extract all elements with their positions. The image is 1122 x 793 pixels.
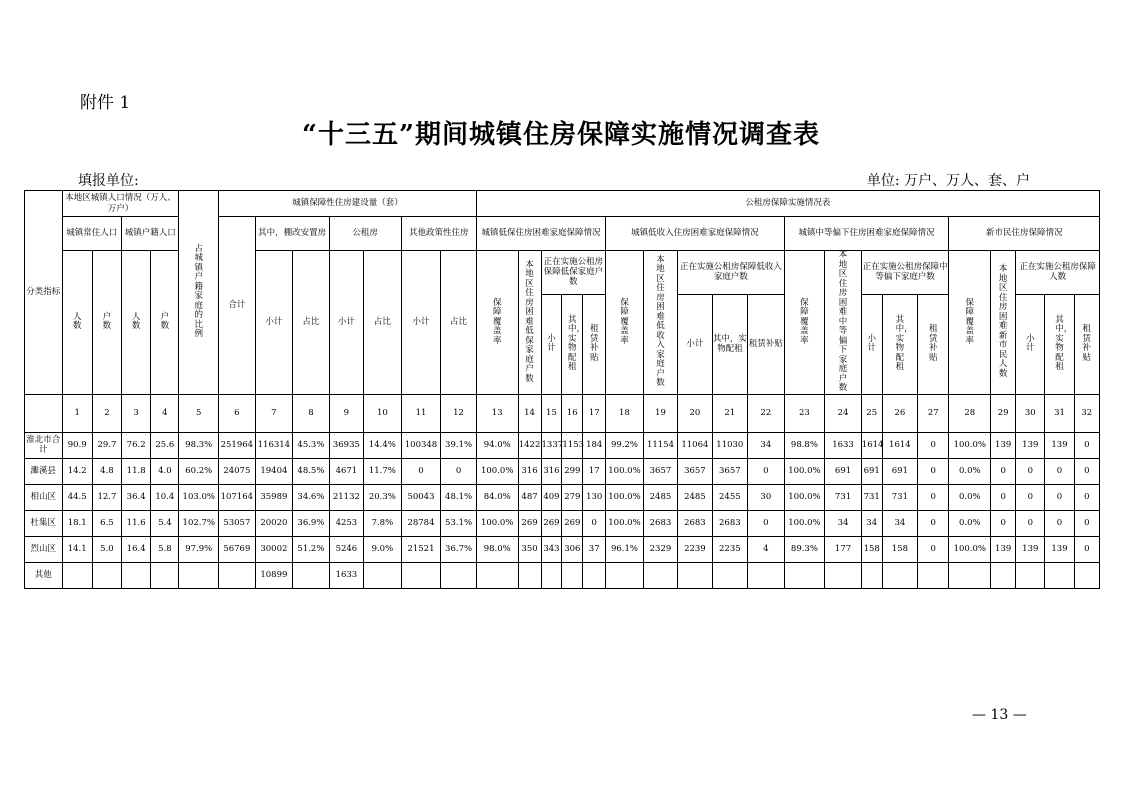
table-cell: 34 <box>861 510 882 536</box>
table-cell: 14.1 <box>62 536 92 562</box>
table-cell: 24075 <box>219 458 256 484</box>
low-income-in-kind-header: 其中，实物配租 <box>562 294 583 394</box>
table-cell: 100.0% <box>606 484 644 510</box>
low-income-subtotal-header: 小计 <box>541 294 562 394</box>
table-cell: 0 <box>918 510 949 536</box>
column-number: 6 <box>219 394 256 432</box>
table-cell: 0 <box>991 484 1016 510</box>
table-cell: 269 <box>562 510 583 536</box>
table-cell: 0.0% <box>949 510 991 536</box>
table-cell <box>518 562 541 588</box>
other-policy-subtotal-header: 小计 <box>401 251 441 395</box>
new-citizen-people-header: 本地区住房困难新市民人数 <box>991 251 1016 395</box>
table-row <box>25 458 1100 484</box>
table-cell: 279 <box>562 484 583 510</box>
table-cell: 29.7 <box>92 432 121 458</box>
table-cell: 11.7% <box>364 458 402 484</box>
table-cell: 0.0% <box>949 458 991 484</box>
table-cell: 409 <box>541 484 562 510</box>
column-number: 7 <box>255 394 293 432</box>
table-cell: 731 <box>882 484 917 510</box>
column-number: 15 <box>541 394 562 432</box>
table-cell: 6.5 <box>92 510 121 536</box>
table-cell: 10.4 <box>151 484 179 510</box>
table-cell: 0 <box>1074 484 1099 510</box>
resident-households-header: 户数 <box>92 251 121 395</box>
table-cell: 0 <box>1016 484 1045 510</box>
column-number: 2 <box>92 394 121 432</box>
survey-table <box>24 190 1100 589</box>
public-rental-share-header: 占比 <box>364 251 402 395</box>
table-cell: 184 <box>583 432 606 458</box>
construction-total-header: 合计 <box>219 217 256 395</box>
registered-people-header: 人数 <box>122 251 151 395</box>
column-number: 18 <box>606 394 644 432</box>
table-row <box>25 484 1100 510</box>
table-cell: 139 <box>991 432 1016 458</box>
table-cell <box>882 562 917 588</box>
column-number: 29 <box>991 394 1016 432</box>
table-cell: 20020 <box>255 510 293 536</box>
table-cell: 100.0% <box>476 458 518 484</box>
table-cell: 1422 <box>518 432 541 458</box>
table-cell <box>92 562 121 588</box>
table-cell: 34 <box>882 510 917 536</box>
table-cell: 4671 <box>329 458 363 484</box>
table-cell <box>784 562 825 588</box>
table-cell: 11064 <box>678 432 712 458</box>
table-cell: 139 <box>991 536 1016 562</box>
table-cell: 9.0% <box>364 536 402 562</box>
table-cell: 36.9% <box>293 510 330 536</box>
table-cell: 37 <box>583 536 606 562</box>
table-cell: 60.2% <box>179 458 219 484</box>
table-cell: 0 <box>1045 510 1074 536</box>
column-number: 22 <box>748 394 785 432</box>
table-cell: 4.0 <box>151 458 179 484</box>
ratio-header: 占城镇户籍家庭的比例 <box>179 191 219 395</box>
column-number: 14 <box>518 394 541 432</box>
table-cell: 89.3% <box>784 536 825 562</box>
table-cell <box>122 562 151 588</box>
table-cell: 34 <box>825 510 862 536</box>
table-cell <box>1074 562 1099 588</box>
column-number: 25 <box>861 394 882 432</box>
table-cell <box>151 562 179 588</box>
new-citizen-in-kind-header: 其中，实物配租 <box>1045 294 1074 394</box>
table-cell: 116314 <box>255 432 293 458</box>
column-number-row <box>25 394 1100 432</box>
table-cell: 11030 <box>712 432 747 458</box>
table-row <box>25 536 1100 562</box>
annex-label: 附件 1 <box>80 93 131 113</box>
table-cell: 4.8 <box>92 458 121 484</box>
table-cell: 11154 <box>643 432 677 458</box>
lower-income-coverage-header: 保障覆盖率 <box>606 251 644 395</box>
table-cell: 0 <box>918 432 949 458</box>
table-cell <box>401 562 441 588</box>
population-group-header: 本地区城镇人口情况（万人、万户） <box>62 191 179 217</box>
filler-unit-label: 填报单位: <box>78 173 139 189</box>
table-cell: 1153 <box>562 432 583 458</box>
table-cell: 2683 <box>712 510 747 536</box>
data-rows <box>25 432 1100 588</box>
column-number: 30 <box>1016 394 1045 432</box>
table-cell: 0 <box>918 458 949 484</box>
table-cell: 34.6% <box>293 484 330 510</box>
low-income-group-header: 城镇低保住房困难家庭保障情况 <box>476 217 605 251</box>
table-cell: 1614 <box>882 432 917 458</box>
column-number: 27 <box>918 394 949 432</box>
table-cell: 100.0% <box>949 536 991 562</box>
table-cell: 48.5% <box>293 458 330 484</box>
table-cell: 0 <box>1074 432 1099 458</box>
column-number: 1 <box>62 394 92 432</box>
table-cell <box>861 562 882 588</box>
column-number: 13 <box>476 394 518 432</box>
table-cell: 0 <box>748 510 785 536</box>
table-cell <box>476 562 518 588</box>
table-cell: 5.4 <box>151 510 179 536</box>
table-cell: 36.4 <box>122 484 151 510</box>
table-cell: 36935 <box>329 432 363 458</box>
lower-income-group-header: 城镇低收入住房困难家庭保障情况 <box>606 217 784 251</box>
table-cell: 0 <box>1045 458 1074 484</box>
table-cell: 96.1% <box>606 536 644 562</box>
table-cell: 2455 <box>712 484 747 510</box>
table-cell <box>541 562 562 588</box>
table-cell: 316 <box>518 458 541 484</box>
table-cell: 48.1% <box>441 484 477 510</box>
table-cell: 0 <box>401 458 441 484</box>
row-label: 烈山区 <box>25 536 63 562</box>
table-cell: 2239 <box>678 536 712 562</box>
mid-low-subtotal-header: 小计 <box>861 294 882 394</box>
table-cell: 0 <box>918 484 949 510</box>
low-income-implemented-header: 正在实施公租房保障低保家庭户数 <box>541 251 606 295</box>
table-cell <box>825 562 862 588</box>
new-citizen-group-header: 新市民住房保障情况 <box>949 217 1100 251</box>
table-cell <box>606 562 644 588</box>
table-cell: 3657 <box>678 458 712 484</box>
table-cell <box>1045 562 1074 588</box>
table-cell: 12.7 <box>92 484 121 510</box>
table-cell <box>1016 562 1045 588</box>
table-cell: 3657 <box>643 458 677 484</box>
table-cell: 2683 <box>643 510 677 536</box>
table-cell: 2683 <box>678 510 712 536</box>
table-cell: 30002 <box>255 536 293 562</box>
table-cell: 251964 <box>219 432 256 458</box>
table-cell: 0 <box>1074 458 1099 484</box>
table-cell: 14.4% <box>364 432 402 458</box>
mid-low-implemented-header: 正在实施公租房保障中等偏下家庭户数 <box>861 251 949 295</box>
table-cell: 19404 <box>255 458 293 484</box>
column-number: 32 <box>1074 394 1099 432</box>
resident-people-header: 人数 <box>62 251 92 395</box>
table-cell: 299 <box>562 458 583 484</box>
table-cell: 177 <box>825 536 862 562</box>
column-number: 20 <box>678 394 712 432</box>
table-cell: 158 <box>861 536 882 562</box>
table-cell: 0 <box>1016 458 1045 484</box>
table-cell: 487 <box>518 484 541 510</box>
construction-group-header: 城镇保障性住房建设量（套） <box>219 191 477 217</box>
implementation-group-header: 公租房保障实施情况表 <box>476 191 1099 217</box>
table-cell: 16.4 <box>122 536 151 562</box>
table-cell: 0 <box>1074 510 1099 536</box>
table-cell: 0 <box>991 458 1016 484</box>
column-number: 16 <box>562 394 583 432</box>
table-cell: 1614 <box>861 432 882 458</box>
table-cell: 316 <box>541 458 562 484</box>
column-number: 8 <box>293 394 330 432</box>
public-rental-header: 公租房 <box>329 217 401 251</box>
column-number: 12 <box>441 394 477 432</box>
table-row <box>25 432 1100 458</box>
column-number: 19 <box>643 394 677 432</box>
table-cell: 4 <box>748 536 785 562</box>
column-number-corner <box>25 394 63 432</box>
table-cell: 7.8% <box>364 510 402 536</box>
column-number: 10 <box>364 394 402 432</box>
table-cell: 0 <box>1016 510 1045 536</box>
table-cell: 731 <box>825 484 862 510</box>
table-cell: 17 <box>583 458 606 484</box>
table-cell: 139 <box>1016 432 1045 458</box>
table-cell: 343 <box>541 536 562 562</box>
table-cell: 94.0% <box>476 432 518 458</box>
table-cell: 45.3% <box>293 432 330 458</box>
table-cell: 2235 <box>712 536 747 562</box>
new-citizen-coverage-header: 保障覆盖率 <box>949 251 991 395</box>
column-number: 24 <box>825 394 862 432</box>
table-cell: 0 <box>1074 536 1099 562</box>
table-cell: 5.0 <box>92 536 121 562</box>
table-cell: 350 <box>518 536 541 562</box>
page-title: “十三五”期间城镇住房保障实施情况调查表 <box>302 120 820 150</box>
table-cell <box>219 562 256 588</box>
table-cell: 28784 <box>401 510 441 536</box>
mid-low-group-header: 城镇中等偏下住房困难家庭保障情况 <box>784 217 949 251</box>
table-cell: 103.0% <box>179 484 219 510</box>
public-rental-subtotal-header: 小计 <box>329 251 363 395</box>
table-cell: 53057 <box>219 510 256 536</box>
table-cell <box>293 562 330 588</box>
lower-income-subsidy-header: 租赁补贴 <box>748 294 785 394</box>
low-income-subsidy-header: 租赁补贴 <box>583 294 606 394</box>
table-cell <box>918 562 949 588</box>
lower-income-implemented-header: 正在实施公租房保障低收入家庭户数 <box>678 251 784 295</box>
table-cell: 25.6 <box>151 432 179 458</box>
column-number: 4 <box>151 394 179 432</box>
table-cell: 100.0% <box>784 458 825 484</box>
lower-income-in-kind-header: 其中，实物配租 <box>712 294 747 394</box>
category-header: 分类指标 <box>25 191 63 395</box>
row-label: 相山区 <box>25 484 63 510</box>
table-cell: 56769 <box>219 536 256 562</box>
lower-income-subtotal-header: 小计 <box>678 294 712 394</box>
registered-population-header: 城镇户籍人口 <box>122 217 179 251</box>
new-citizen-subtotal-header: 小计 <box>1016 294 1045 394</box>
table-cell: 34 <box>748 432 785 458</box>
mid-low-in-kind-header: 其中，实物配租 <box>882 294 917 394</box>
other-policy-share-header: 占比 <box>441 251 477 395</box>
table-cell: 107164 <box>219 484 256 510</box>
table-cell <box>179 562 219 588</box>
table-cell <box>712 562 747 588</box>
mid-low-households-header: 本地区住房困难中等偏下家庭户数 <box>825 251 862 395</box>
table-cell: 51.2% <box>293 536 330 562</box>
lower-income-households-header: 本地区住房困难低收入家庭户数 <box>643 251 677 395</box>
table-cell: 691 <box>882 458 917 484</box>
column-number: 5 <box>179 394 219 432</box>
page-number: — 13 — <box>972 707 1027 723</box>
table-cell: 130 <box>583 484 606 510</box>
table-cell: 21132 <box>329 484 363 510</box>
shanty-share-header: 占比 <box>293 251 330 395</box>
table-cell: 84.0% <box>476 484 518 510</box>
table-cell: 731 <box>861 484 882 510</box>
table-cell: 98.3% <box>179 432 219 458</box>
table-cell <box>562 562 583 588</box>
table-cell: 0 <box>583 510 606 536</box>
table-cell: 5246 <box>329 536 363 562</box>
table-cell: 10899 <box>255 562 293 588</box>
table-cell: 3657 <box>712 458 747 484</box>
table-cell: 100.0% <box>949 432 991 458</box>
table-cell: 0 <box>991 510 1016 536</box>
table-cell: 0.0% <box>949 484 991 510</box>
mid-low-coverage-header: 保障覆盖率 <box>784 251 825 395</box>
table-cell <box>991 562 1016 588</box>
table-cell: 11.8 <box>122 458 151 484</box>
unit-label: 单位: 万户、万人、套、户 <box>866 173 1030 189</box>
table-cell: 99.2% <box>606 432 644 458</box>
row-label: 杜集区 <box>25 510 63 536</box>
table-cell: 4253 <box>329 510 363 536</box>
table-cell <box>441 562 477 588</box>
table-cell <box>643 562 677 588</box>
column-number: 9 <box>329 394 363 432</box>
table-cell <box>364 562 402 588</box>
table-cell <box>748 562 785 588</box>
table-cell: 100.0% <box>784 484 825 510</box>
table-cell: 76.2 <box>122 432 151 458</box>
table-cell: 139 <box>1016 536 1045 562</box>
table-cell: 50043 <box>401 484 441 510</box>
table-cell: 1633 <box>329 562 363 588</box>
table-cell: 100.0% <box>476 510 518 536</box>
table-cell: 36.7% <box>441 536 477 562</box>
table-cell: 35989 <box>255 484 293 510</box>
table-cell: 0 <box>918 536 949 562</box>
table-cell: 21521 <box>401 536 441 562</box>
new-citizen-implemented-header: 正在实施公租房保障人数 <box>1016 251 1100 295</box>
column-number: 17 <box>583 394 606 432</box>
table-cell: 14.2 <box>62 458 92 484</box>
table-cell: 39.1% <box>441 432 477 458</box>
table-cell: 97.9% <box>179 536 219 562</box>
table-cell: 139 <box>1045 536 1074 562</box>
table-cell <box>583 562 606 588</box>
table-cell: 158 <box>882 536 917 562</box>
table-cell: 102.7% <box>179 510 219 536</box>
table-cell: 100.0% <box>606 510 644 536</box>
table-cell: 2485 <box>643 484 677 510</box>
mid-low-subsidy-header: 租赁补贴 <box>918 294 949 394</box>
column-number: 21 <box>712 394 747 432</box>
column-number: 11 <box>401 394 441 432</box>
table-cell: 20.3% <box>364 484 402 510</box>
table-cell <box>678 562 712 588</box>
table-cell: 269 <box>541 510 562 536</box>
table-cell <box>949 562 991 588</box>
column-number: 26 <box>882 394 917 432</box>
table-cell <box>62 562 92 588</box>
table-cell: 1337 <box>541 432 562 458</box>
table-cell: 139 <box>1045 432 1074 458</box>
table-cell: 2485 <box>678 484 712 510</box>
table-cell: 0 <box>441 458 477 484</box>
table-cell: 44.5 <box>62 484 92 510</box>
table-cell: 0 <box>1045 484 1074 510</box>
table-cell: 100.0% <box>606 458 644 484</box>
table-cell: 18.1 <box>62 510 92 536</box>
table-cell: 0 <box>748 458 785 484</box>
registered-households-header: 户数 <box>151 251 179 395</box>
column-number: 31 <box>1045 394 1074 432</box>
table-cell: 691 <box>861 458 882 484</box>
resident-population-header: 城镇常住人口 <box>62 217 121 251</box>
table-cell: 30 <box>748 484 785 510</box>
table-cell: 90.9 <box>62 432 92 458</box>
table-cell: 5.8 <box>151 536 179 562</box>
column-number: 28 <box>949 394 991 432</box>
table-cell: 269 <box>518 510 541 536</box>
column-number: 3 <box>122 394 151 432</box>
table-cell: 98.8% <box>784 432 825 458</box>
shanty-subtotal-header: 小计 <box>255 251 293 395</box>
table-cell: 1633 <box>825 432 862 458</box>
row-label: 其他 <box>25 562 63 588</box>
table-cell: 306 <box>562 536 583 562</box>
shanty-header: 其中，棚改安置房 <box>255 217 329 251</box>
table-cell: 100.0% <box>784 510 825 536</box>
table-cell: 100348 <box>401 432 441 458</box>
table-row <box>25 510 1100 536</box>
table-cell: 691 <box>825 458 862 484</box>
table-cell: 53.1% <box>441 510 477 536</box>
other-policy-header: 其他政策性住房 <box>401 217 476 251</box>
table-cell: 98.0% <box>476 536 518 562</box>
low-income-households-header: 本地区住房困难低保家庭户数 <box>518 251 541 395</box>
table-row <box>25 562 1100 588</box>
table-cell: 2329 <box>643 536 677 562</box>
table-cell: 11.6 <box>122 510 151 536</box>
row-label: 淮北市合计 <box>25 432 63 458</box>
low-income-coverage-header: 保障覆盖率 <box>476 251 518 395</box>
new-citizen-subsidy-header: 租赁补贴 <box>1074 294 1099 394</box>
column-number: 23 <box>784 394 825 432</box>
row-label: 濉溪县 <box>25 458 63 484</box>
